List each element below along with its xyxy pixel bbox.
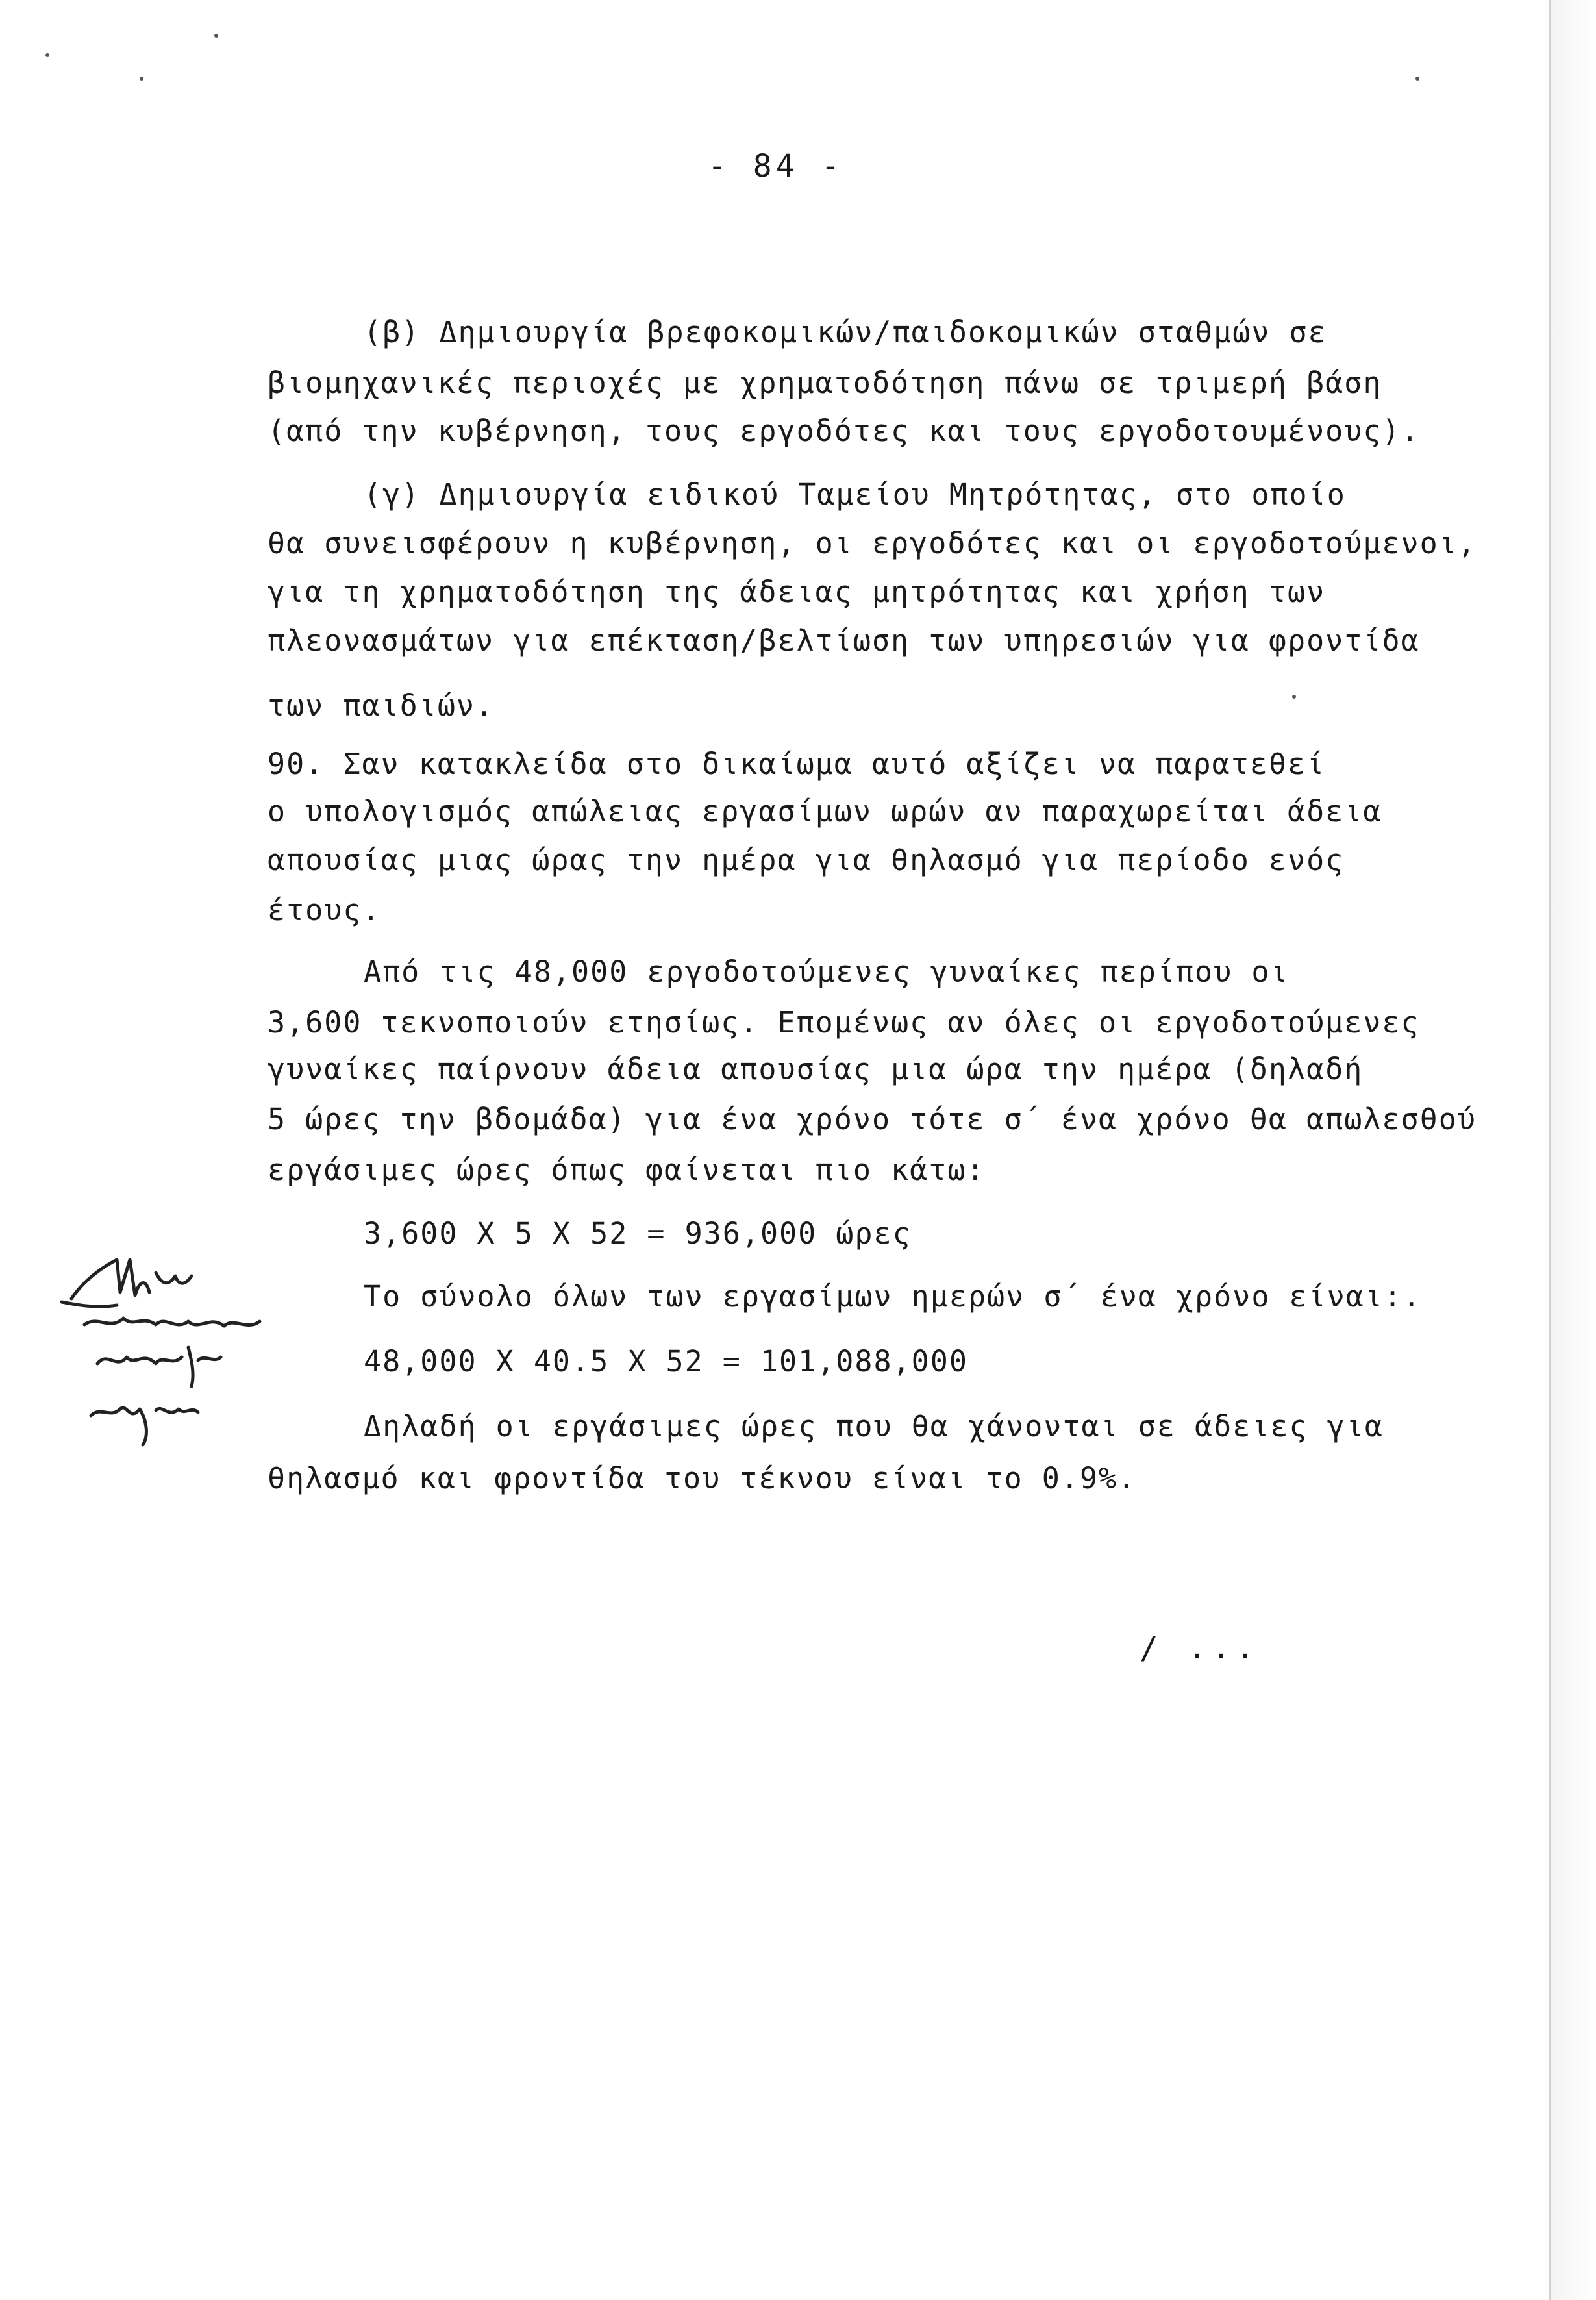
paragraph-c-line: των παιδιών. (268, 688, 495, 723)
paragraph-c-line: (γ) Δημιουργία ειδικού Ταμείου Μητρότητας, στο οποίο (364, 477, 1346, 512)
scanned-page-edge (1549, 0, 1596, 2300)
paragraph-apo-line: Από τις 48,000 εργοδοτούμενες γυναίκες περίπου οι (364, 955, 1290, 989)
formula-total-hours: 48,000 X 40.5 X 52 = 101,088,000 (364, 1344, 968, 1379)
scan-speck (1415, 77, 1419, 81)
formula-hours-lost: 3,600 X 5 X 52 = 936,000 ώρες (364, 1216, 912, 1251)
total-working-days-line: Το σύνολο όλων των εργασίμων ημερών σ΄ ένα χρόνο είναι:. (364, 1279, 1422, 1314)
conclusion-line: θηλασμό και φροντίδα του τέκνου είναι το 0.9%. (268, 1461, 1137, 1495)
paragraph-90-line: έτους. (268, 893, 381, 927)
scan-speck (1292, 695, 1296, 699)
paragraph-apo-line: γυναίκες παίρνουν άδεια απουσίας μια ώρα την ημέρα (δηλαδή (268, 1052, 1364, 1086)
scan-speck (214, 34, 218, 38)
paragraph-90-line: ο υπολογισμός απώλειας εργασίμων ωρών αν παραχωρείται άδεια (268, 794, 1382, 829)
paragraph-apo-line: 5 ώρες την βδομάδα) για ένα χρόνο τότε σ΄ ένα χρόνο θα απωλεσθού (268, 1102, 1477, 1136)
conclusion-line: Δηλαδή οι εργάσιμες ώρες που θα χάνονται σε άδειες για (364, 1409, 1384, 1444)
paragraph-b-line: (β) Δημιουργία βρεφοκομικών/παιδοκομικών σταθμών σε (364, 315, 1327, 349)
scan-speck (140, 77, 143, 81)
paragraph-90-line: 90. Σαν κατακλείδα στο δικαίωμα αυτό αξίζει να παρατεθεί (268, 747, 1326, 781)
paragraph-c-line: θα συνεισφέρουν η κυβέρνηση, οι εργοδότες και οι εργοδοτούμενοι, (268, 526, 1477, 560)
handwritten-margin-note (58, 1240, 344, 1448)
paragraph-b-line: βιομηχανικές περιοχές με χρηματοδότηση πάνω σε τριμερή βάση (268, 366, 1382, 400)
paragraph-apo-line: 3,600 τεκνοποιούν ετησίως. Επομένως αν όλες οι εργοδοτούμενες (268, 1005, 1420, 1040)
paragraph-c-line: πλεονασμάτων για επέκταση/βελτίωση των υπηρεσιών για φροντίδα (268, 623, 1420, 658)
scan-speck (45, 53, 49, 57)
paragraph-c-line: για τη χρηματοδότηση της άδειας μητρότητας και χρήση των (268, 575, 1326, 609)
paragraph-apo-line: εργάσιμες ώρες όπως φαίνεται πιο κάτω: (268, 1153, 986, 1187)
paragraph-b-line: (από την κυβέρνηση, τους εργοδότες και τους εργοδοτουμένους). (268, 414, 1420, 448)
page-number: - 84 - (708, 148, 844, 184)
continuation-mark: / ... (1140, 1630, 1260, 1666)
paragraph-90-line: απουσίας μιας ώρας την ημέρα για θηλασμό για περίοδο ενός (268, 843, 1345, 877)
